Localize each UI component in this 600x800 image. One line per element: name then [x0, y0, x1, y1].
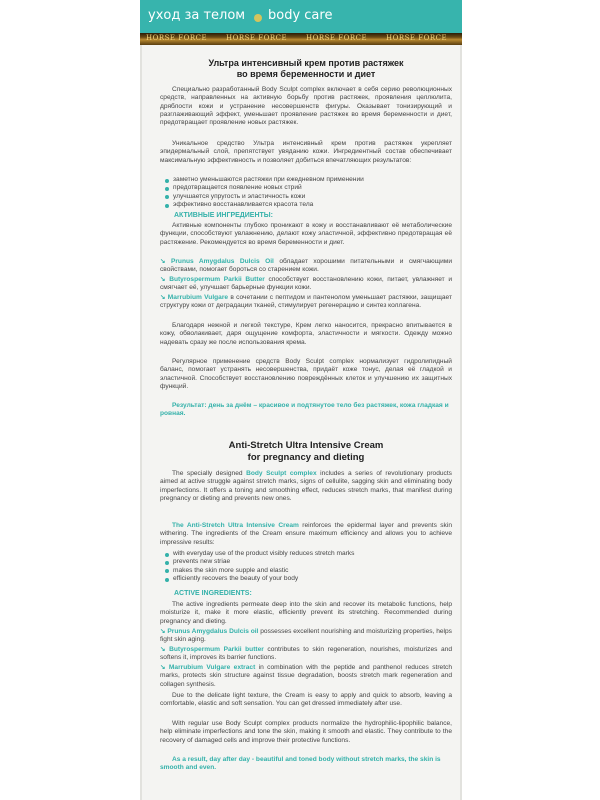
category-label-ru: уход за телом	[148, 8, 246, 23]
arrow-icon: ↘	[160, 628, 168, 635]
ru-ingredient-2: ↘ Butyrospermum Parkii Butter способствует восстановлению кожи, питает, увлажняет и смягчает её, улучшает барьерные функции кожи.	[160, 276, 453, 292]
ru-benefits-list	[164, 176, 452, 210]
list-item: эффективно восстанавливается красота тела	[164, 201, 452, 209]
en-active-text: The active ingredients permeate deep into the skin and recover its metabolic functions, help moisturize it, make it more elastic, efficiently prevent its stretching. Recommended during pregnancy and dieting.	[160, 601, 452, 625]
ru-texture: Благодаря нежной и легкой текстуре, Крем легко наносится, прекрасно впитывается в кожу, обволакивает, даря ощущение комфорта, эластичности и мягкости. Одежду можно надевать сразу же после использования крема.	[160, 322, 452, 346]
bullet-dot-icon	[254, 14, 262, 22]
en-result: As a result, day after day - beautiful and toned body without stretch marks, the skin is smooth and even.	[160, 756, 441, 772]
en-intro: The specially designed Body Sculpt complex includes a series of revolutionary products aimed at active struggle against stretch marks, signs of cellulite, sagging skin and eliminating body imperfections. It offers a toning and smoothing effect, reduces stretch marks, that manifest during pregnancy or dieting and prevents new ones.	[160, 470, 452, 502]
arrow-icon: ↘	[160, 664, 169, 671]
en-texture: Due to the delicate light texture, the Cream is easy to apply and quick to absorb, leaving a comfortable, elastic and soft sensation. You can get dressed immediately after use.	[160, 692, 452, 708]
ru-regular-use: Регулярное применение средств Body Sculpt complex нормализует гидролипидный баланс, помогает устранять несовершенства, придаёт коже тонус, делая её гладкой и эластичной. Способствует восстановлению повреждённых клеток и улучшению их защитных функций.	[160, 358, 452, 390]
arrow-icon: ↘	[160, 294, 168, 301]
en-active-heading: ACTIVE INGREDIENTS:	[174, 590, 252, 597]
brand-band	[140, 33, 462, 45]
en-benefits-list	[164, 550, 452, 584]
ru-intro: Специально разработанный Body Sculpt complex включает в себя серию революционных средств, направленных на активную борьбу против растяжек, проявления целлюлита, дряблости кожи и устранение несовершенств фигуры. Оказывает тонизирующий и разглаживающий эффект, уменьшает проявление растяжек во время беременности и диет, предотвращает проявление новых растяжек.	[160, 86, 452, 126]
list-item: prevents new striae	[164, 558, 452, 566]
ru-unique: Уникальное средство Ультра интенсивный крем против растяжек укрепляет эпидермальный слой, препятствует увяданию кожи. Ингредиентный состав обеспечивает максимальную эффективность и позволяет добиться впечатляющих результатов:	[160, 140, 452, 164]
ru-result: Результат: день за днём – красивое и подтянутое тело без растяжек, кожа гладкая и ровная.	[160, 402, 449, 418]
category-label-en: body care	[268, 8, 333, 23]
brand-mark: HORSE FORCE	[226, 34, 288, 42]
en-title: Anti-Stretch Ultra Intensive Cream for pregnancy and dieting	[228, 440, 384, 463]
list-item: предотвращается появление новых стрий	[164, 184, 452, 192]
ru-active-text: Активные компоненты глубоко проникают в кожу и восстанавливают её метаболические функции, способствуют увлажнению, делают кожу эластичной, эффективно предотвращая её растяжение. Рекомендуется во время беременности и диет.	[160, 222, 452, 246]
list-item: улучшается упругость и эластичность кожи	[164, 193, 452, 201]
arrow-icon: ↘	[160, 646, 170, 653]
arrow-icon: ↘	[160, 276, 170, 283]
brand-mark: HORSE FORCE	[146, 34, 208, 42]
ru-ingredient-3: ↘ Marrubium Vulgare в сочетании с пептидом и пантенолом уменьшает растяжки, защищает структуру кожи от деградации тканей, стимулирует регенерацию и синтез коллагена.	[160, 294, 452, 310]
arrow-icon: ↘	[160, 258, 171, 265]
list-item: with everyday use of the product visibly reduces stretch marks	[164, 550, 452, 558]
en-regular-use: With regular use Body Sculpt complex products normalize the hydrophilic-lipophilic balance, help eliminate imperfections and tone the skin, making it smooth and elastic. They contribute to the recovery of damaged cells and improve their protective functions.	[160, 720, 452, 744]
en-unique: The Anti-Stretch Ultra Intensive Cream reinforces the epidermal layer and prevents skin withering. The ingredients of the Cream ensure maximum efficiency and allows you to achieve impressive results:	[160, 522, 452, 546]
brand-mark: HORSE FORCE	[306, 34, 368, 42]
ru-title: Ультра интенсивный крем против растяжек во время беременности и диет	[208, 58, 404, 79]
en-ingredient-2: ↘ Butyrospermum Parkii butter contributes to skin regeneration, nourishes, moisturizes and softens it, improves its barrier functions.	[160, 646, 452, 662]
category-header	[140, 0, 462, 33]
en-ingredient-1: ↘ Prunus Amygdalus Dulcis oil possesses excellent nourishing and moisturizing properties, helps fight skin aging.	[160, 628, 452, 644]
en-ingredient-3: ↘ Marrubium Vulgare extract in combination with the peptide and panthenol reduces stretch marks, protects skin structure against tissue degradation, boosts stretch mark regeneration and collagen synthesis.	[160, 664, 452, 688]
ru-active-heading: АКТИВНЫЕ ИНГРЕДИЕНТЫ:	[174, 212, 273, 219]
brand-mark: HORSE FORCE	[386, 34, 448, 42]
list-item: makes the skin more supple and elastic	[164, 567, 452, 575]
ru-ingredient-1: ↘ Prunus Amygdalus Dulcis Oil обладает хорошими питательными и смягчающими свойствами, помогает бороться со старением кожи.	[160, 258, 453, 274]
list-item: заметно уменьшаются растяжки при ежедневном применении	[164, 176, 452, 184]
list-item: efficiently recovers the beauty of your body	[164, 575, 452, 583]
